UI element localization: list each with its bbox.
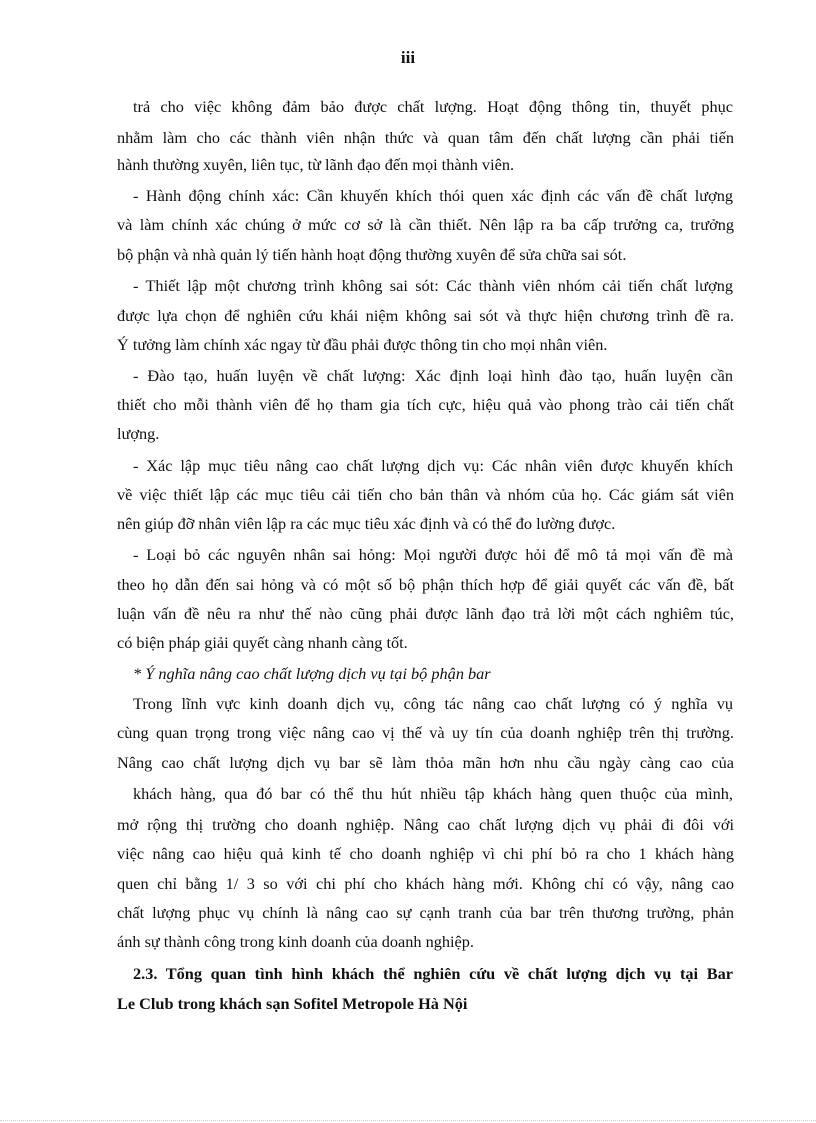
section-note-heading: * Ý nghĩa nâng cao chất lượng dịch vụ tại bộ phận bar xyxy=(133,664,491,683)
text-line: quen chỉ bằng 1/ 3 so với chi phí cho khách hàng mới. Không chỉ có vậy, nâng cao xyxy=(117,874,734,893)
text-line: mở rộng thị trường cho doanh nghiệp. Nâng cao chất lượng dịch vụ phải đi đôi với xyxy=(117,815,734,834)
text-line: ánh sự thành công trong kinh doanh của doanh nghiệp. xyxy=(117,932,474,951)
footer-divider xyxy=(0,1120,816,1121)
text-line: Nâng cao chất lượng dịch vụ bar sẽ làm thỏa mãn hơn nhu cầu ngày càng cao của xyxy=(117,753,734,772)
text-line: cùng quan trọng trong việc nâng cao vị thế và uy tín của doanh nghiệp trên thị trường. xyxy=(117,723,734,742)
text-line: Trong lĩnh vực kinh doanh dịch vụ, công tác nâng cao chất lượng có ý nghĩa vụ xyxy=(133,694,733,713)
text-line: nên giúp đỡ nhân viên lập ra các mục tiêu xác định và có thể đo lường được. xyxy=(117,514,616,533)
text-line: việc nâng cao hiệu quả kinh tế cho doanh nghiệp vì chi phí bỏ ra cho 1 khách hàng xyxy=(117,844,734,863)
text-line: - Thiết lập một chương trình không sai sót: Các thành viên nhóm cải tiến chất lượng xyxy=(133,276,733,295)
text-line: chất lượng phục vụ chính là nâng cao sự cạnh tranh của bar trên thương trường, phản xyxy=(117,903,734,922)
text-line: Ý tưởng làm chính xác ngay từ đầu phải được thông tin cho mọi nhân viên. xyxy=(117,335,608,354)
section-heading: 2.3. Tổng quan tình hình khách thể nghiên cứu về chất lượng dịch vụ tại Bar xyxy=(133,964,733,983)
text-line: theo họ dẫn đến sai hỏng và có một số bộ phận thích hợp để giải quyết các vấn đề, bất xyxy=(117,575,734,594)
text-line: hành thường xuyên, liên tục, từ lãnh đạo đến mọi thành viên. xyxy=(117,155,515,174)
text-line: - Xác lập mục tiêu nâng cao chất lượng dịch vụ: Các nhân viên được khuyến khích xyxy=(133,456,733,475)
text-line: - Loại bỏ các nguyên nhân sai hỏng: Mọi người được hỏi để mô tả mọi vấn đề mà xyxy=(133,545,733,564)
text-line: luận vấn đề nêu ra như thế nào cũng phải được lãnh đạo trả lời một cách nghiêm túc, xyxy=(117,604,734,623)
text-line: lượng. xyxy=(117,424,160,443)
section-heading: Le Club trong khách sạn Sofitel Metropole Hà Nội xyxy=(117,994,468,1013)
text-line: khách hàng, qua đó bar có thể thu hút nhiều tập khách hàng quen thuộc của mình, xyxy=(133,784,733,803)
text-line: được lựa chọn để nghiên cứu khái niệm không sai sót và thực hiện chương trình đề ra. xyxy=(117,306,734,325)
page-number: iii xyxy=(400,48,416,67)
text-line: về việc thiết lập các mục tiêu cải tiến cho bản thân và nhóm của họ. Các giám sát viên xyxy=(117,485,734,504)
text-line: trả cho việc không đảm bảo được chất lượng. Hoạt động thông tin, thuyết phục xyxy=(133,97,733,116)
text-line: - Hành động chính xác: Cần khuyến khích thói quen xác định các vấn đề chất lượng xyxy=(133,186,733,205)
text-line: - Đào tạo, huấn luyện về chất lượng: Xác định loại hình đào tạo, huấn luyện cần xyxy=(133,366,733,385)
text-line: nhằm làm cho các thành viên nhận thức và quan tâm đến chất lượng cần phải tiến xyxy=(117,128,734,147)
text-line: thiết cho mỗi thành viên để họ tham gia tích cực, hiệu quả vào phong trào cải tiến chất xyxy=(117,395,734,414)
text-line: và làm chính xác chúng ở mức cơ sở là cần thiết. Nên lập ra ba cấp trưởng ca, trưởng xyxy=(117,215,734,234)
text-line: có biện pháp giải quyết càng nhanh càng tốt. xyxy=(117,633,408,652)
text-line: bộ phận và nhà quản lý tiến hành hoạt động thường xuyên để sửa chữa sai sót. xyxy=(117,245,627,264)
